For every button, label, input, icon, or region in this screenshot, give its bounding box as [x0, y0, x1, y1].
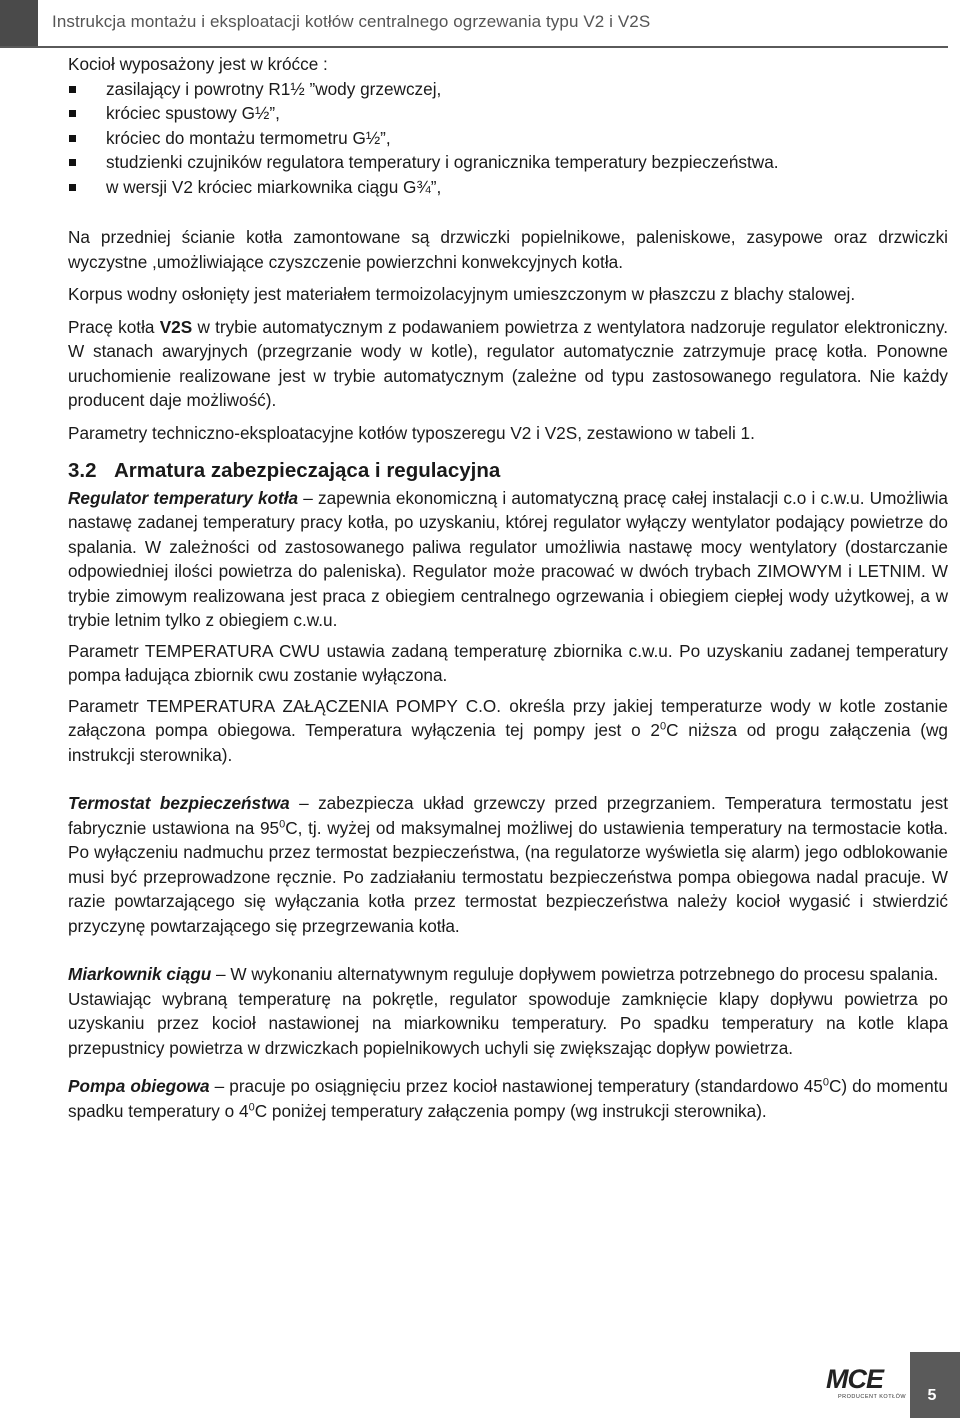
- section-number: 3.2: [68, 459, 97, 482]
- paragraph-regulator: Regulator temperatury kotła – zapewnia ekonomiczną i automatyczną pracę całej instalacji c.o i c.w.u. Umożliwia nastawę zadanej temperatury pracy kotła, po uzyskaniu, której regulator wyłączy wentylator podający powietrze do spalania. W zależności od zastosowanego paliwa regulator umożliwia nastawę mocy wentylatory (dostarczanie odpowiedniej ilości powietrza do paleniska). Regulator może pracować w dwóch trybach ZIMOWYM i LETNIM. W trybie zimowym realizowana jest praca z obiegiem centralnego ogrzewania i obiegiem ciepłej wody użytkowej, a w trybie letnim tylko z obiegiem c.w.u.: [68, 487, 948, 630]
- list-item: studzienki czujników regulatora temperatury i ogranicznika temperatury bezpieczeństwa.: [68, 150, 948, 175]
- section-title: Armatura zabezpieczająca i regulacyjna: [114, 459, 501, 482]
- connector-list: [68, 77, 948, 200]
- paragraph-setting: Ustawiając wybraną temperaturę na pokrętle, regulator spowoduje zamknięcie klapy dopływu powietrza po uzyskaniu przez kocioł nastawionej na miarkowniku temperatury. Po spadku temperatury na kotle klapa przepustnicy powietrza w drzwiczkach popielnikowych uchyli się zwiększając dopływ powietrza.: [68, 988, 948, 1058]
- bullet-square-icon: [69, 86, 76, 93]
- list-item: w wersji V2 króciec miarkownika ciągu G¾”,: [68, 175, 948, 200]
- list-item: króciec do montażu termometru G½”,: [68, 126, 948, 151]
- bullet-square-icon: [69, 159, 76, 166]
- paragraph-insulation: Korpus wodny osłonięty jest materiałem termoizolacyjnym umieszczonym w płaszczu z blachy stalowej.: [68, 284, 856, 304]
- paragraph-circulation-pump: Pompa obiegowa – pracuje po osiągnięciu przez kocioł nastawionej temperatury (standardowo $45^0C$) do momentu spadku temperatury o $4^0C$ poniżej temperatury załączenia pompy (wg instrukcji sterownika).: [68, 1076, 948, 1121]
- intro-text: Kocioł wyposażony jest w króćce :: [68, 54, 328, 74]
- paragraph-parameters: Parametry techniczno-eksploatacyjne kotłów typoszeregu V2 i V2S, zestawiono w tabeli 1.: [68, 422, 755, 443]
- page-number: 5: [927, 1387, 937, 1404]
- page-number-box: [910, 1352, 960, 1418]
- bullet-square-icon: [69, 184, 76, 191]
- company-logo: MCE: [826, 1364, 883, 1394]
- paragraph-doors: Na przedniej ścianie kotła zamontowane są drzwiczki popielnikowe, paleniskowe, zasypowe oraz drzwiczki wyczystne ,umożliwiające czyszczenie powierzchni konwekcyjnych kotła.: [68, 227, 948, 272]
- header-rule: [0, 46, 948, 48]
- paragraph-draft-regulator: Miarkownik ciągu – W wykonaniu alternatywnym reguluje dopływem powietrza potrzebnego do procesu spalania.: [68, 964, 939, 984]
- header-block: [0, 0, 38, 46]
- bullet-square-icon: [69, 135, 76, 142]
- list-item: króciec spustowy G½”,: [68, 101, 948, 126]
- header-title: Instrukcja montażu i eksploatacji kotłów centralnego ogrzewania typu V2 i V2S: [52, 12, 651, 31]
- page-content: [68, 52, 948, 1123]
- list-item: zasilający i powrotny R1½ ”wody grzewczej,: [68, 77, 948, 102]
- bullet-square-icon: [69, 110, 76, 117]
- paragraph-pump-activation: Parametr TEMPERATURA ZAŁĄCZENIA POMPY C.O. określa przy jakiej temperaturze wody w kotle zostanie załączona pompa obiegowa. Temperatura wyłączenia tej pompy jest o $2^0C$ niższa od progu załączenia (wg instrukcji sterownika).: [68, 695, 948, 765]
- company-logo-subtitle: PRODUCENT KOTŁÓW: [838, 1394, 907, 1400]
- section-heading: [68, 459, 948, 484]
- paragraph-cwu: Parametr TEMPERATURA CWU ustawia zadaną temperaturę zbiornika c.w.u. Po uzyskaniu zadanej temperatury pompa ładująca zbiornik cwu zostanie wyłączona.: [68, 640, 948, 685]
- paragraph-safety-thermostat: Termostat bezpieczeństwa – zabezpiecza układ grzewczy przed przegrzaniem. Temperatura termostatu jest fabrycznie ustawiona na $95^0C$, tj. wyżej od maksymalnej możliwej do ustawienia temperatury na termostacie kotła. Po wyłączeniu nadmuchu przez termostat bezpieczeństwa, (na regulatorze wyświetla się alarm) jego odblokowanie musi być przeprowadzone ręcznie. Po zadziałaniu termostatu bezpieczeństwa pompa obiegowa nadal pracuje. W razie powtarzającego się wyłączania kotła przez termostat bezpieczeństwa należy kocioł wygasić i stwierdzić przyczynę powtarzającego się przegrzewania kotła.: [68, 793, 949, 936]
- paragraph-automatic: Pracę kotła V2S w trybie automatycznym z podawaniem powietrza z wentylatora nadzoruje regulator elektroniczny. W stanach awaryjnych (przegrzanie wody w kotle), regulator automatycznie zatrzymuje pracę kotła. Ponowne uruchomienie realizowane jest w trybie automatycznym (zależne od typu zastosowanego regulatora. Nie każdy producent daje możliwość).: [68, 316, 948, 410]
